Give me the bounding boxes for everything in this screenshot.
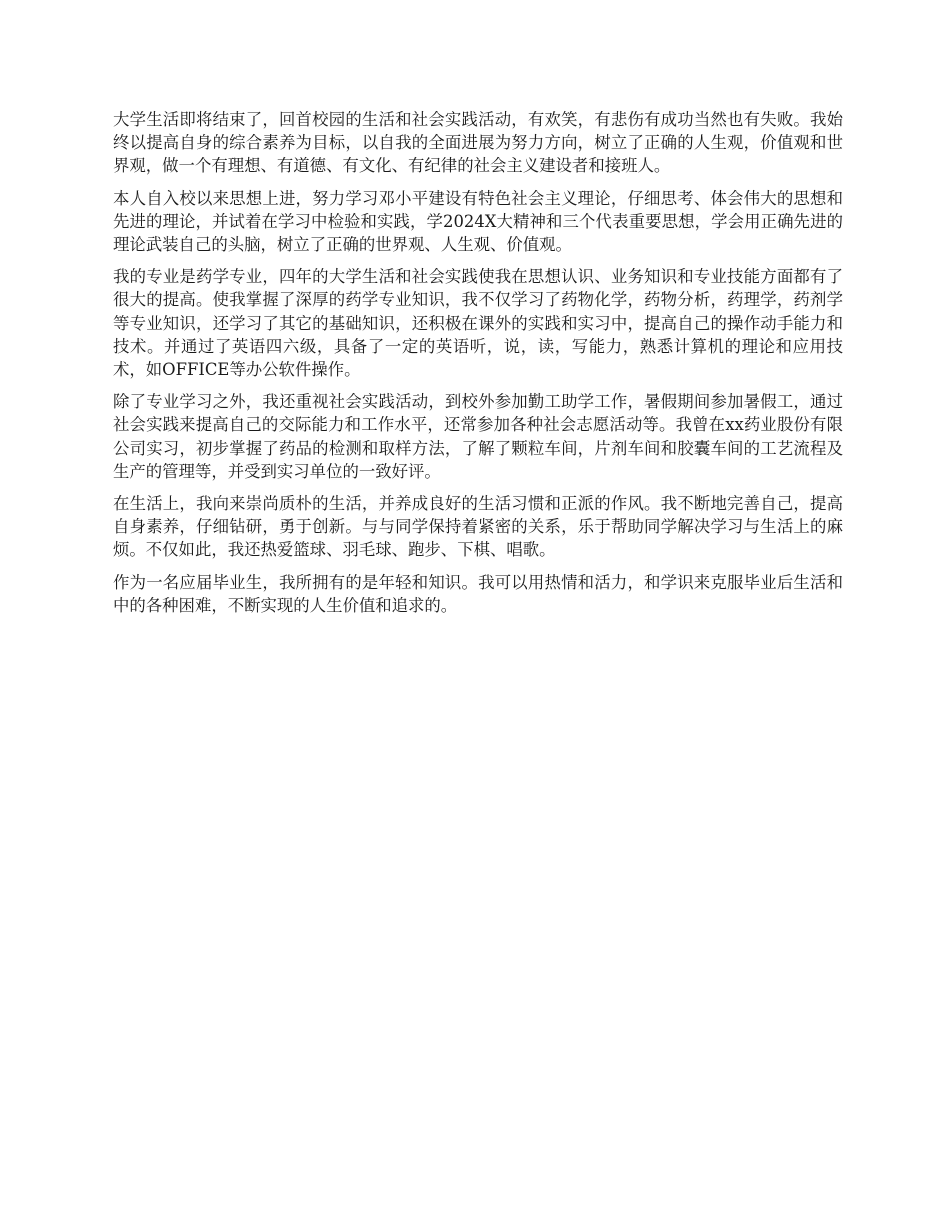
paragraph-practice: 除了专业学习之外，我还重视社会实践活动，到校外参加勤工助学工作，暑假期间参加暑假工，通过社会实践来提高自己的交际能力和工作水平，还常参加各种社会志愿活动等。我曾在xx药业股份有限公司实习，初步掌握了药品的检测和取样方法，了解了颗粒车间，片剂车间和胶囊车间的工艺流程及生产的管理等，并受到实习单位的一致好评。 bbox=[113, 392, 843, 481]
paragraph-major: 我的专业是药学专业，四年的大学生活和社会实践使我在思想认识、业务知识和专业技能方面都有了很大的提高。使我掌握了深厚的药学专业知识，我不仅学习了药物化学，药物分析，药理学，药剂学等专业知识，还学习了其它的基础知识，还积极在课外的实践和实习中，提高自己的操作动手能力和技术。并通过了英语四六级，具备了一定的英语听，说，读，写能力，熟悉计算机的理论和应用技术，如OFFICE等办公软件操作。 bbox=[113, 267, 843, 380]
paragraph-intro: 大学生活即将结束了，回首校园的生活和社会实践活动，有欢笑，有悲伤有成功当然也有失败。我始终以提高自身的综合素养为目标，以自我的全面进展为努力方向，树立了正确的人生观，价值观和世界观，做一个有理想、有道德、有文化、有纪律的社会主义建设者和接班人。 bbox=[113, 110, 843, 176]
paragraph-life: 在生活上，我向来崇尚质朴的生活，并养成良好的生活习惯和正派的作风。我不断地完善自己，提高自身素养，仔细钻研，勇于创新。与与同学保持着紧密的关系，乐于帮助同学解决学习与生活上的麻烦。不仅如此，我还热爱篮球、羽毛球、跑步、下棋、唱歌。 bbox=[113, 494, 843, 560]
paragraph-conclusion: 作为一名应届毕业生，我所拥有的是年轻和知识。我可以用热情和活力，和学识来克服毕业后生活和中的各种困难，不断实现的人生价值和追求的。 bbox=[113, 572, 843, 615]
paragraph-ideology: 本人自入校以来思想上进，努力学习邓小平建设有特色社会主义理论，仔细思考、体会伟大的思想和先进的理论，并试着在学习中检验和实践，学2024X大精神和三个代表重要思想，学会用正确先进的理论武装自己的头脑，树立了正确的世界观、人生观、价值观。 bbox=[113, 188, 843, 255]
document-body bbox=[113, 108, 843, 626]
